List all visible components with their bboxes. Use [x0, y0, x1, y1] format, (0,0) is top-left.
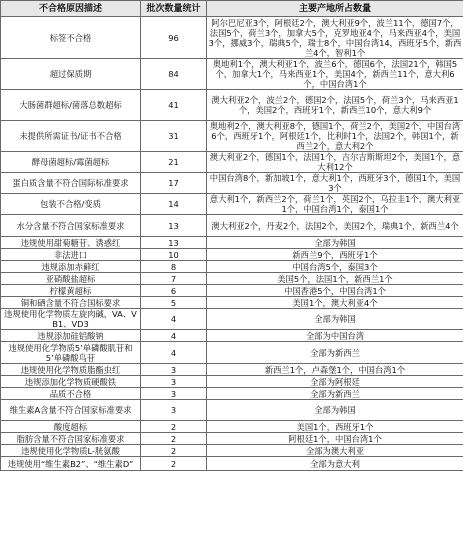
table-row — [1, 152, 463, 173]
count-cell: 3 — [141, 388, 207, 400]
reason-cell: 违规使用化学物质左旋肉碱，VA、VB1、VD3 — [1, 309, 141, 330]
count-cell: 17 — [141, 173, 207, 194]
reason-cell: 未提供所需证书/证书不合格 — [1, 121, 141, 152]
origins-cell: 全部为韩国 — [207, 237, 463, 249]
reason-cell: 柠檬黄超标 — [1, 285, 141, 297]
reason-cell: 大肠菌群超标/菌落总数超标 — [1, 90, 141, 121]
table-row — [1, 237, 463, 249]
origins-cell: 阿根廷1个，中国台湾1个 — [207, 433, 463, 445]
origins-cell: 全部为意大利 — [207, 457, 463, 471]
reason-cell: 违规使用化学物质脂酯虫红 — [1, 364, 141, 376]
origins-cell: 美国1个，西班牙1个 — [207, 421, 463, 433]
origins-cell: 美国1个，澳大利亚4个 — [207, 297, 463, 309]
table-row — [1, 309, 463, 330]
table-row — [1, 421, 463, 433]
origins-cell: 全部为澳大利亚 — [207, 445, 463, 457]
table-row — [1, 457, 463, 471]
origins-cell: 奥地利1个，澳大利亚1个，波兰6个，德国6个，法国21个，韩国5个，加拿大1个，马来西亚1个，美国4个，新西兰11个，意大利6个，中国台湾1个 — [207, 59, 463, 90]
reason-cell: 违规使用“维生素B2”、“维生素D” — [1, 457, 141, 471]
origins-cell: 阿尔巴尼亚3个，阿根廷2个，澳大利亚9个，波兰11个，德国7个，法国5个，荷兰3个，加拿大5个，克罗地亚4个，马来西亚4个，美国3个，挪威3个，瑞典5个，瑞士8个，中国台湾14，西班牙5个，新西兰4个，智利1个 — [207, 17, 463, 59]
reason-cell: 亚硝酸盐超标 — [1, 273, 141, 285]
header-row — [1, 1, 463, 17]
table-row — [1, 364, 463, 376]
origins-cell: 中国台湾8个，新加坡1个，意大利1个，西班牙3个，德国1个，美国3个 — [207, 173, 463, 194]
count-cell: 7 — [141, 273, 207, 285]
table-row — [1, 445, 463, 457]
origins-cell: 奥地利2个，澳大利亚8个，德国1个，荷兰2个，美国2个，中国台湾6个，西班牙1个，阿根廷1个，比利时1个，法国2个，韩国1个，新西兰2个，意大利2个 — [207, 121, 463, 152]
table-row — [1, 90, 463, 121]
reason-cell: 水分含量不符合国家标准要求 — [1, 215, 141, 237]
count-cell: 2 — [141, 433, 207, 445]
count-cell: 41 — [141, 90, 207, 121]
table-row — [1, 249, 463, 261]
origins-cell: 澳大利亚2个，丹麦2个，法国2个，美国2个，瑞典1个，新西兰4个 — [207, 215, 463, 237]
reason-cell: 包装不合格/变质 — [1, 194, 141, 215]
reason-cell: 脂肪含量不符合国家标准要求 — [1, 433, 141, 445]
count-cell: 84 — [141, 59, 207, 90]
count-cell: 31 — [141, 121, 207, 152]
reason-cell: 铜和硒含量不符合国标要求 — [1, 297, 141, 309]
count-cell: 4 — [141, 342, 207, 364]
count-cell: 3 — [141, 364, 207, 376]
table-row — [1, 388, 463, 400]
reason-cell: 违规使用甜菊糖苷、诱惑红 — [1, 237, 141, 249]
count-cell: 4 — [141, 330, 207, 342]
table-row — [1, 194, 463, 215]
count-cell: 6 — [141, 285, 207, 297]
table-row — [1, 215, 463, 237]
reason-cell: 违规添加化学物质硬酸铁 — [1, 376, 141, 388]
reason-cell: 酵母菌超标/霉菌超标 — [1, 152, 141, 173]
reason-cell: 蛋白质含量不符合国际标准要求 — [1, 173, 141, 194]
count-cell: 3 — [141, 400, 207, 421]
table-row — [1, 285, 463, 297]
header-origins: 主要产地所占数量 — [207, 1, 463, 17]
table-row — [1, 297, 463, 309]
reason-cell: 酸度超标 — [1, 421, 141, 433]
table-row — [1, 121, 463, 152]
table-row — [1, 342, 463, 364]
reason-cell: 标签不合格 — [1, 17, 141, 59]
origins-cell: 全部为中国台湾 — [207, 330, 463, 342]
table-row — [1, 273, 463, 285]
table-row — [1, 330, 463, 342]
table-body — [1, 17, 463, 471]
table-row — [1, 59, 463, 90]
count-cell: 13 — [141, 237, 207, 249]
reason-cell: 违规添加赤藓红 — [1, 261, 141, 273]
table-row — [1, 173, 463, 194]
count-cell: 96 — [141, 17, 207, 59]
table-row — [1, 400, 463, 421]
count-cell: 2 — [141, 421, 207, 433]
header-count: 批次数量统计 — [141, 1, 207, 17]
origins-cell: 意大利1个，新西兰2个，荷兰1个，英国2个，乌拉圭1个，澳大利亚1个，中国台湾1个，泰国1个 — [207, 194, 463, 215]
table-row — [1, 17, 463, 59]
reason-cell: 违规添加硅铝酸钠 — [1, 330, 141, 342]
origins-cell: 澳大利亚2个，波兰2个，德国2个，法国5个，荷兰3个，马来西亚1个，美国2个，西班牙1个，新西兰10个，意大利9个 — [207, 90, 463, 121]
origins-cell: 全部为韩国 — [207, 309, 463, 330]
origins-cell: 新西兰1个，卢森堡1个，中国台湾1个 — [207, 364, 463, 376]
table-row — [1, 261, 463, 273]
count-cell: 3 — [141, 376, 207, 388]
reason-cell: 超过保质期 — [1, 59, 141, 90]
count-cell: 10 — [141, 249, 207, 261]
origins-cell: 全部为新西兰 — [207, 342, 463, 364]
count-cell: 14 — [141, 194, 207, 215]
origins-cell: 新西兰9个，西班牙1个 — [207, 249, 463, 261]
count-cell: 2 — [141, 445, 207, 457]
origins-cell: 美国5个，法国1个，新西兰1个 — [207, 273, 463, 285]
origins-cell: 中国台湾5个，泰国3个 — [207, 261, 463, 273]
origins-cell: 中国香港5个，中国台湾1个 — [207, 285, 463, 297]
reason-cell: 品质不合格 — [1, 388, 141, 400]
origins-cell: 全部为韩国 — [207, 400, 463, 421]
header-reason: 不合格原因描述 — [1, 1, 141, 17]
count-cell: 5 — [141, 297, 207, 309]
count-cell: 13 — [141, 215, 207, 237]
reason-cell: 维生素A含量不符合国家标准要求 — [1, 400, 141, 421]
table-row — [1, 376, 463, 388]
table-row — [1, 433, 463, 445]
count-cell: 8 — [141, 261, 207, 273]
count-cell: 21 — [141, 152, 207, 173]
reason-cell: 非法进口 — [1, 249, 141, 261]
origins-cell: 全部为阿根廷 — [207, 376, 463, 388]
reason-cell: 违规使用化学物质L-胱氨酸 — [1, 445, 141, 457]
reason-cell: 违规使用化学物质5’单磷酸肌苷和5’单磷酸鸟苷 — [1, 342, 141, 364]
origins-cell: 澳大利亚2个，德国1个，法国1个，吉尔吉斯斯坦2个，美国1个，意大利12个 — [207, 152, 463, 173]
origins-cell: 全部为新西兰 — [207, 388, 463, 400]
count-cell: 4 — [141, 309, 207, 330]
count-cell: 2 — [141, 457, 207, 471]
